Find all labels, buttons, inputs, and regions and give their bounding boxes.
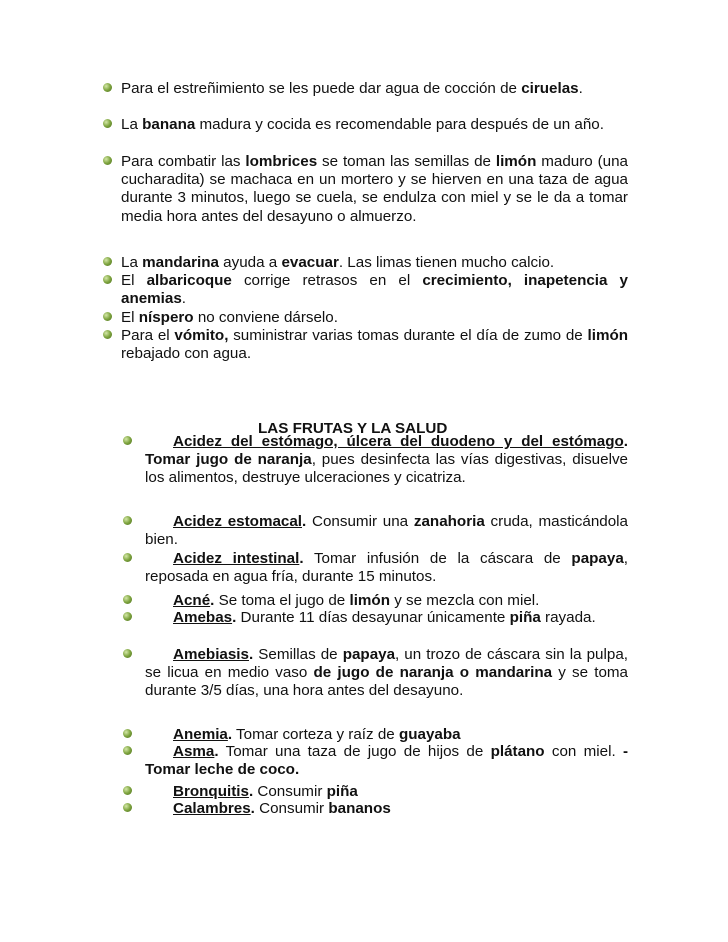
intro-item	[121, 153, 628, 226]
bold-text-run: . Tomar	[145, 433, 628, 469]
green-orb-bullet-icon	[123, 595, 132, 604]
text-run: y se toma durante 3/5 días, una hora antes del desayuno.	[145, 664, 629, 700]
text-run: La	[121, 116, 143, 133]
text-run: rebajado con agua.	[121, 345, 252, 363]
bold-text-run: crecimiento, inapetencia y anemias	[121, 272, 628, 308]
text-run: con miel.	[544, 743, 623, 760]
text-run: .	[578, 80, 583, 97]
bold-text-run: - Tomar	[145, 743, 628, 779]
intro-item	[121, 116, 628, 134]
remedy-item	[145, 800, 628, 818]
bold-text-run: .	[250, 800, 255, 817]
bold-text-run: papaya	[571, 550, 624, 567]
text-run: Tomar una taza de jugo de hijos de	[218, 743, 491, 760]
intro-item	[121, 80, 628, 98]
text-run: , pues desinfecta las vías digestivas, disuelve los alimentos, destruye ulceraciones y cicatriza.	[145, 451, 628, 487]
text-run: Para combatir las	[121, 153, 246, 170]
bold-text-run: leche de coco.	[194, 761, 300, 779]
green-orb-bullet-icon	[123, 436, 132, 445]
green-orb-bullet-icon	[123, 729, 132, 738]
bold-text-run: .	[302, 513, 307, 530]
bold-text-run: mandarina	[142, 254, 219, 271]
section-title: LAS FRUTAS Y LA SALUD	[258, 420, 448, 437]
text-run: Semillas de	[253, 646, 343, 663]
bold-text-run: Acidez estomacal	[173, 513, 303, 530]
intro-item	[121, 309, 628, 327]
text-run: y se mezcla con miel.	[389, 592, 540, 609]
bold-text-run: limón	[587, 327, 628, 344]
green-orb-bullet-icon	[103, 330, 112, 339]
text-run: Consumir	[254, 800, 329, 817]
bold-text-run: .	[214, 743, 219, 760]
bold-text-run: .	[210, 592, 215, 609]
bold-text-run: ciruelas	[521, 80, 579, 97]
green-orb-bullet-icon	[123, 553, 132, 562]
text-run: ayuda a	[218, 254, 282, 271]
bold-text-run: plátano	[490, 743, 545, 760]
bold-text-run: piña	[326, 783, 358, 800]
intro-item	[121, 327, 628, 363]
bold-text-run: Calambres	[173, 800, 251, 817]
bold-text-run: vómito,	[174, 327, 229, 344]
bold-text-run: de jugo de naranja o mandarina	[313, 664, 553, 682]
bold-text-run: Amebas	[173, 609, 233, 626]
green-orb-bullet-icon	[103, 312, 112, 321]
text-run: rayada.	[540, 609, 596, 626]
bold-text-run: guayaba	[398, 726, 461, 743]
bold-text-run: .	[248, 646, 254, 663]
text-run: corrige retrasos en el	[231, 272, 423, 289]
bold-text-run: Asma	[173, 743, 215, 760]
text-run: Durante 11 días desayunar únicamente	[236, 609, 510, 626]
intro-item	[121, 272, 628, 308]
green-orb-bullet-icon	[123, 516, 132, 525]
green-orb-bullet-icon	[123, 649, 132, 658]
remedy-item	[145, 646, 628, 701]
bold-text-run: piña	[509, 609, 541, 626]
text-run: . Las limas tienen mucho calcio.	[338, 254, 555, 271]
remedy-item	[145, 609, 628, 627]
remedy-item	[145, 550, 628, 586]
text-run: Tomar infusión de la cáscara de	[303, 550, 572, 567]
text-run: cruda, masticándola bien.	[145, 513, 629, 549]
bold-text-run: bananos	[328, 800, 391, 817]
text-run: Para el	[121, 327, 175, 344]
text-run: suministrar varias tomas durante el día de zumo de	[228, 327, 588, 344]
bold-text-run: .	[232, 609, 237, 626]
green-orb-bullet-icon	[103, 119, 112, 128]
text-run: Consumir una	[306, 513, 414, 530]
bold-text-run: .	[248, 783, 254, 800]
intro-item	[121, 254, 628, 272]
green-orb-bullet-icon	[103, 257, 112, 266]
green-orb-bullet-icon	[103, 156, 112, 165]
remedy-item	[145, 783, 628, 801]
text-run: maduro (una cucharadita) se machaca en un mortero y se hierven en una taza de agua durante 3 minutos, luego se cuela, se endulza con miel y se le da a tomar media hora antes del desayuno o almuerzo.	[121, 153, 628, 225]
text-run: no conviene dárselo.	[193, 309, 338, 326]
bold-text-run: níspero	[138, 309, 194, 326]
green-orb-bullet-icon	[103, 83, 112, 92]
bold-text-run: Amebiasis	[173, 646, 249, 663]
bold-text-run: .	[227, 726, 233, 743]
text-run: El	[121, 272, 147, 289]
bold-text-run: evacuar	[281, 254, 339, 271]
text-run: Consumir	[253, 783, 327, 800]
bold-text-run: Bronquitis	[173, 783, 249, 800]
green-orb-bullet-icon	[123, 803, 132, 812]
text-run: , un trozo de cáscara sin la pulpa, se licua en medio vaso	[145, 646, 628, 682]
bold-text-run: zanahoria	[413, 513, 485, 530]
remedy-item	[145, 743, 628, 779]
bold-text-run: Acidez intestinal	[173, 550, 300, 567]
text-run: Se toma el jugo de	[214, 592, 350, 609]
text-run: Tomar corteza y raíz de	[232, 726, 399, 743]
bold-text-run: jugo de naranja	[196, 451, 312, 469]
bold-text-run: .	[299, 550, 304, 567]
green-orb-bullet-icon	[103, 275, 112, 284]
bold-text-run: Acidez del estómago, úlcera del duodeno y del estómago	[173, 433, 624, 450]
text-run: La	[121, 254, 143, 271]
remedy-item	[145, 513, 628, 549]
remedy-item	[145, 433, 628, 488]
bold-text-run: albaricoque	[146, 272, 232, 289]
remedy-item	[145, 592, 628, 610]
bold-text-run: Anemia	[173, 726, 228, 743]
bold-text-run: papaya	[342, 646, 396, 663]
bold-text-run: limón	[349, 592, 390, 609]
text-run: se toman las semillas de	[317, 153, 496, 170]
bold-text-run: lombrices	[245, 153, 318, 170]
text-run: , reposada en agua fría, durante 15 minutos.	[145, 550, 628, 586]
text-run: .	[181, 290, 187, 308]
text-run: madura y cocida es recomendable para después de un año.	[195, 116, 604, 133]
bold-text-run: banana	[142, 116, 196, 133]
green-orb-bullet-icon	[123, 612, 132, 621]
text-run: El	[121, 309, 139, 326]
bold-text-run: Acné	[173, 592, 211, 609]
bold-text-run: limón	[495, 153, 537, 170]
green-orb-bullet-icon	[123, 786, 132, 795]
green-orb-bullet-icon	[123, 746, 132, 755]
remedy-item	[145, 726, 628, 744]
text-run: Para el estreñimiento se les puede dar agua de cocción de	[121, 80, 522, 97]
